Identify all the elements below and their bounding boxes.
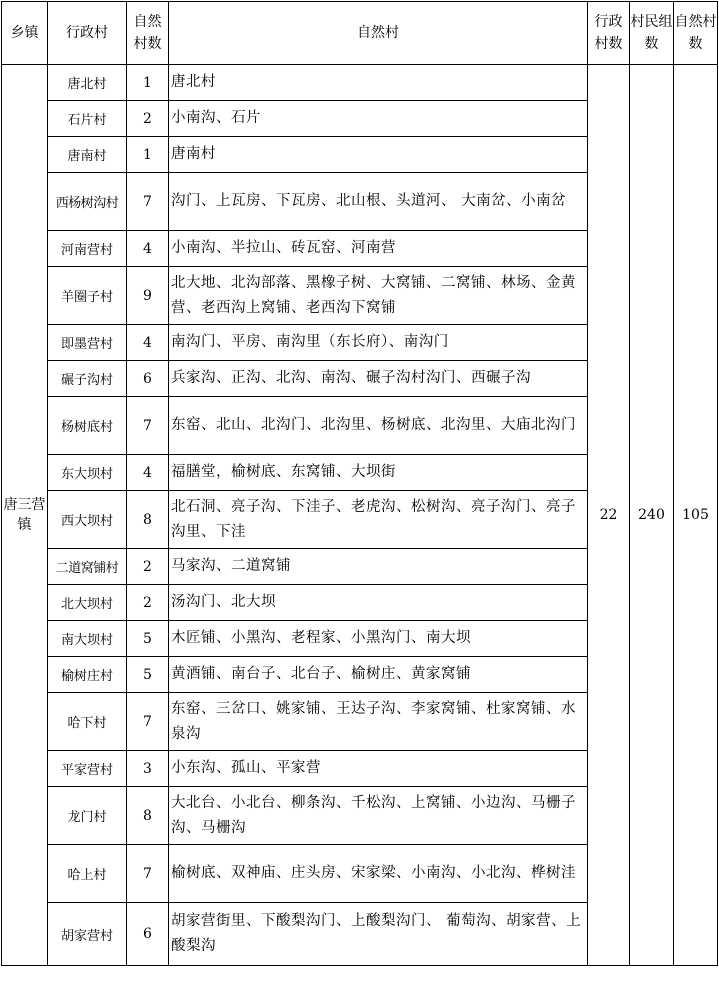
natural-village-list: 唐北村 — [169, 65, 588, 101]
table-row — [2, 65, 718, 101]
natural-village-count: 1 — [127, 65, 169, 101]
natural-village-list: 汤沟门、北大坝 — [169, 585, 588, 621]
natural-village-list: 福膳堂，榆树底、东窝铺、大坝街 — [169, 455, 588, 491]
header-villager-group-count: 村民组数 — [630, 2, 674, 65]
natural-village-count: 3 — [127, 751, 169, 787]
natural-village-count: 7 — [127, 845, 169, 903]
admin-village-name: 河南营村 — [48, 231, 127, 267]
natural-village-list: 小东沟、孤山、平家营 — [169, 751, 588, 787]
natural-village-list: 榆树底、双神庙、庄头房、宋家梁、小南沟、小北沟、桦树洼 — [169, 845, 588, 903]
admin-village-name: 二道窝铺村 — [48, 549, 127, 585]
header-admin-village-count: 行政村数 — [588, 2, 630, 65]
natural-village-count: 9 — [127, 267, 169, 325]
header-town: 乡镇 — [2, 2, 48, 65]
natural-village-count: 4 — [127, 231, 169, 267]
natural-village-list: 东窑、北山、北沟门、北沟里、杨树底、北沟里、大庙北沟门 — [169, 397, 588, 455]
admin-village-name: 羊圈子村 — [48, 267, 127, 325]
header-natural-village-count: 自然村数 — [127, 2, 169, 65]
admin-village-name: 榆树庄村 — [48, 657, 127, 693]
admin-village-name: 哈下村 — [48, 693, 127, 751]
natural-village-count: 7 — [127, 693, 169, 751]
natural-village-list: 北石洞、亮子沟、下洼子、老虎沟、松树沟、亮子沟门、亮子沟里、下洼 — [169, 491, 588, 549]
natural-village-count: 8 — [127, 491, 169, 549]
admin-village-name: 东大坝村 — [48, 455, 127, 491]
natural-village-count: 1 — [127, 137, 169, 173]
natural-village-count: 7 — [127, 397, 169, 455]
village-table — [1, 1, 718, 966]
natural-village-list: 小南沟、石片 — [169, 101, 588, 137]
admin-village-name: 碾子沟村 — [48, 361, 127, 397]
header-row — [2, 2, 718, 65]
natural-village-list: 木匠铺、小黑沟、老程家、小黑沟门、南大坝 — [169, 621, 588, 657]
admin-village-name: 胡家营村 — [48, 903, 127, 966]
natural-village-count: 2 — [127, 585, 169, 621]
natural-village-list: 马家沟、二道窝铺 — [169, 549, 588, 585]
natural-village-total: 105 — [674, 65, 718, 966]
admin-village-name: 龙门村 — [48, 787, 127, 845]
natural-village-list: 黄酒铺、南台子、北台子、榆树庄、黄家窝铺 — [169, 657, 588, 693]
admin-village-name: 石片村 — [48, 101, 127, 137]
admin-village-name: 西大坝村 — [48, 491, 127, 549]
town-name: 唐三营镇 — [2, 65, 48, 966]
natural-village-list: 唐南村 — [169, 137, 588, 173]
admin-village-name: 杨树底村 — [48, 397, 127, 455]
natural-village-count: 4 — [127, 325, 169, 361]
admin-village-name: 唐南村 — [48, 137, 127, 173]
admin-village-name: 即墨营村 — [48, 325, 127, 361]
natural-village-count: 5 — [127, 657, 169, 693]
villager-group-total: 240 — [630, 65, 674, 966]
admin-village-name: 哈上村 — [48, 845, 127, 903]
admin-village-name: 平家营村 — [48, 751, 127, 787]
natural-village-list: 大北台、小北台、柳条沟、千松沟、上窝铺、小边沟、马栅子沟、马栅沟 — [169, 787, 588, 845]
natural-village-list: 北大地、北沟部落、黑橡子树、大窝铺、二窝铺、林场、金黄营、老西沟上窝铺、老西沟下窝铺 — [169, 267, 588, 325]
admin-village-name: 西杨树沟村 — [48, 173, 127, 231]
natural-village-count: 6 — [127, 361, 169, 397]
natural-village-list: 南沟门、平房、南沟里（东长府）、南沟门 — [169, 325, 588, 361]
natural-village-count: 8 — [127, 787, 169, 845]
natural-village-list: 东窑、三岔口、姚家铺、王达子沟、李家窝铺、杜家窝铺、水泉沟 — [169, 693, 588, 751]
admin-village-name: 北大坝村 — [48, 585, 127, 621]
admin-village-total: 22 — [588, 65, 630, 966]
natural-village-list: 胡家营街里、下酸梨沟门、上酸梨沟门、 葡萄沟、胡家营、上酸梨沟 — [169, 903, 588, 966]
natural-village-count: 4 — [127, 455, 169, 491]
natural-village-count: 2 — [127, 101, 169, 137]
header-natural-villages: 自然村 — [169, 2, 588, 65]
natural-village-count: 7 — [127, 173, 169, 231]
natural-village-count: 2 — [127, 549, 169, 585]
natural-village-list: 兵家沟、正沟、北沟、南沟、碾子沟村沟门、西碾子沟 — [169, 361, 588, 397]
admin-village-name: 南大坝村 — [48, 621, 127, 657]
natural-village-count: 5 — [127, 621, 169, 657]
header-natural-village-total: 自然村数 — [674, 2, 718, 65]
natural-village-count: 6 — [127, 903, 169, 966]
natural-village-list: 小南沟、半拉山、砖瓦窑、河南营 — [169, 231, 588, 267]
header-admin-village: 行政村 — [48, 2, 127, 65]
natural-village-list: 沟门、上瓦房、下瓦房、北山根、头道河、 大南岔、小南岔 — [169, 173, 588, 231]
admin-village-name: 唐北村 — [48, 65, 127, 101]
